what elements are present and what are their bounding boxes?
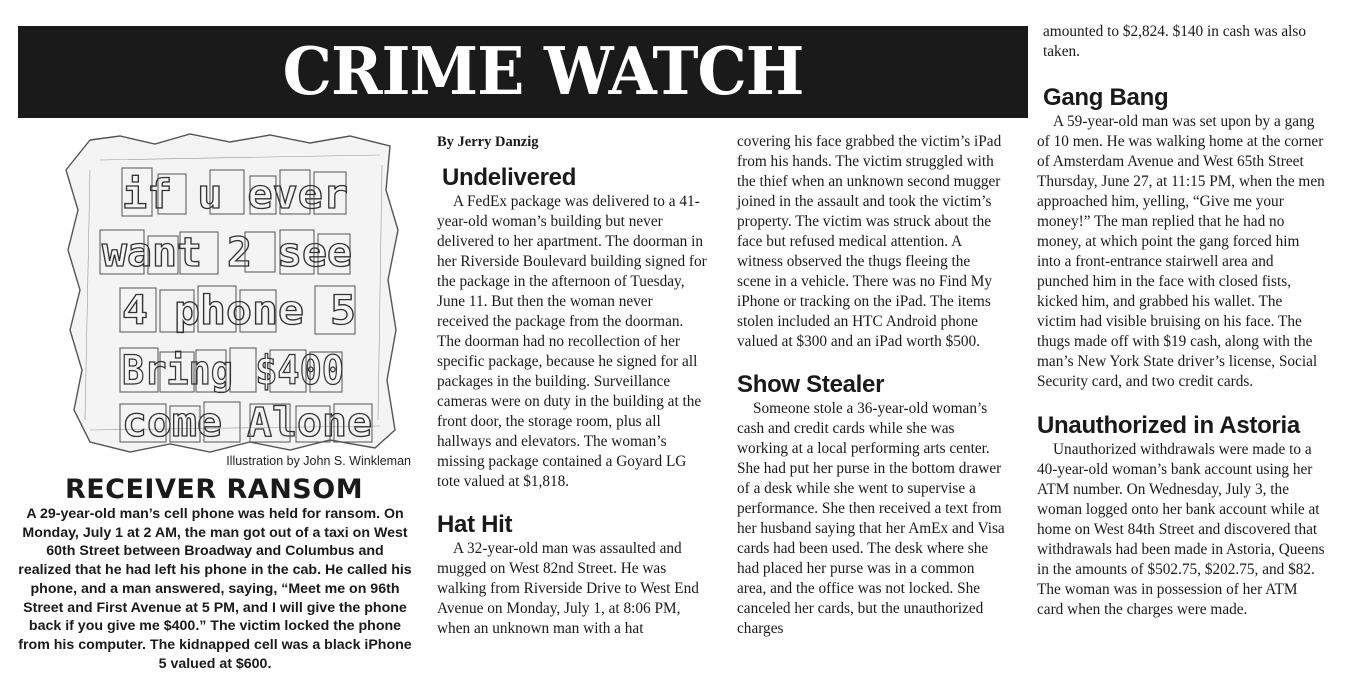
story-hat-hit-part2: covering his face grabbed the victim’s iPad from his hands. The victim struggled with the thief when an unknown second mugger joined in the assault and took the victim’s property. The victim was struck about the face but refused medical attention. A witness observed the thugs fleeing the scene in a vehicle. There was no Find My iPhone or tracking on the iPad. The items stolen included an HTC Android phone valued at $300 and an iPad worth $500. — [737, 133, 1002, 350]
heading-undelivered: Undelivered — [442, 164, 577, 191]
heading-hat-hit: Hat Hit — [437, 511, 513, 538]
story-unauthorized-astoria: Unauthorized withdrawals were made to a 40-year-old woman’s bank account using her ATM number. On Wednesday, July 3, the woman logged onto her bank account while at home on West 84th Street and discovered that withdrawals had been made in Astoria, Queens in the amounts of $502.75, $202.75, and $82. The woman was in possession of her ATM card when the charges were made. — [1037, 441, 1325, 618]
note-line-3: 4 phone 5 — [122, 288, 356, 334]
heading-show-stealer: Show Stealer — [737, 371, 885, 398]
ransom-note-illustration — [60, 130, 410, 460]
illustration-credit: Illustration by John S. Winkleman — [226, 454, 411, 468]
note-line-5: come Alone — [122, 400, 372, 446]
column-3 — [737, 132, 1005, 639]
heading-gang-bang: Gang Bang — [1043, 84, 1169, 111]
page-title: CRIME WATCH — [282, 33, 804, 110]
lead-story-title: RECEIVER RANSOM — [64, 474, 364, 505]
lead-story-body: A 29-year-old man’s cell phone was held for ransom. On Monday, July 1 at 2 AM, the man got out of a taxi on West 60th Street between Broadway and Columbus and realized that he had left his phone in the cab. He called his phone, and a man answered, saying, “Meet me on 96th Street and First Avenue at 5 PM, and I will give the phone back if you give me $400.” The victim locked the phone from his computer. The kidnapped cell was a black iPhone 5 valued at $600. — [18, 506, 412, 672]
byline: By Jerry Danzig — [437, 134, 539, 150]
column-4 — [1037, 22, 1325, 620]
note-line-1: if u ever — [122, 172, 348, 218]
story-show-stealer-part2: amounted to $2,824. $140 in cash was also taken. — [1043, 23, 1306, 60]
story-gang-bang: A 59-year-old man was set upon by a gang of 10 men. He was walking home at the corner of Amsterdam Avenue and West 65th Street Thursday, June 27, at 11:15 PM, when the men approached him, yelling, “Give me your money!” The man replied that he had no money, at which point the gang forced him into a front-entrance stairwell area and punched him in the face with closed fists, kicked him, and grabbed his wallet. The victim had visible bruising on his face. The thugs made off with $19 cash, along with the man’s New York State driver’s license, Social Security card, and two credit cards. — [1037, 113, 1325, 390]
story-hat-hit-part1: A 32-year-old man was assaulted and mugged on West 82nd Street. He was walking from Riverside Drive to West End Avenue on Monday, July 1, at 8:06 PM, when an unknown man with a hat — [437, 540, 699, 637]
heading-unauthorized-astoria: Unauthorized in Astoria — [1037, 412, 1300, 439]
column-2 — [437, 132, 707, 639]
note-line-2: want 2 see — [102, 230, 352, 276]
story-undelivered: A FedEx package was delivered to a 41-year-old woman’s building but never delivered to her apartment. The doorman in her Riverside Boulevard building signed for the package in the afternoon of Tuesday, June 11. But then the woman never received the package from the doorman. The doorman had no recollection of her specific package, because he signed for all packages in the building. Surveillance cameras were on duty in the building at the front door, the storage room, plus all hallways and elevators. The woman’s missing package contained a Goyard LG tote valued at $1,818. — [437, 193, 707, 490]
masthead-banner — [18, 26, 1028, 118]
story-show-stealer-part1: Someone stole a 36-year-old woman’s cash and credit cards while she was working at a local performing arts center. She had put her purse in the bottom drawer of a desk while she went to supervise a performance. She then received a text from her husband saying that her AmEx and Visa cards had been used. The desk where she had placed her purse was in a common area, and the office was not locked. She canceled her cards, but the unauthorized charges — [737, 400, 1005, 637]
note-line-4: Bring $400 — [122, 348, 344, 394]
